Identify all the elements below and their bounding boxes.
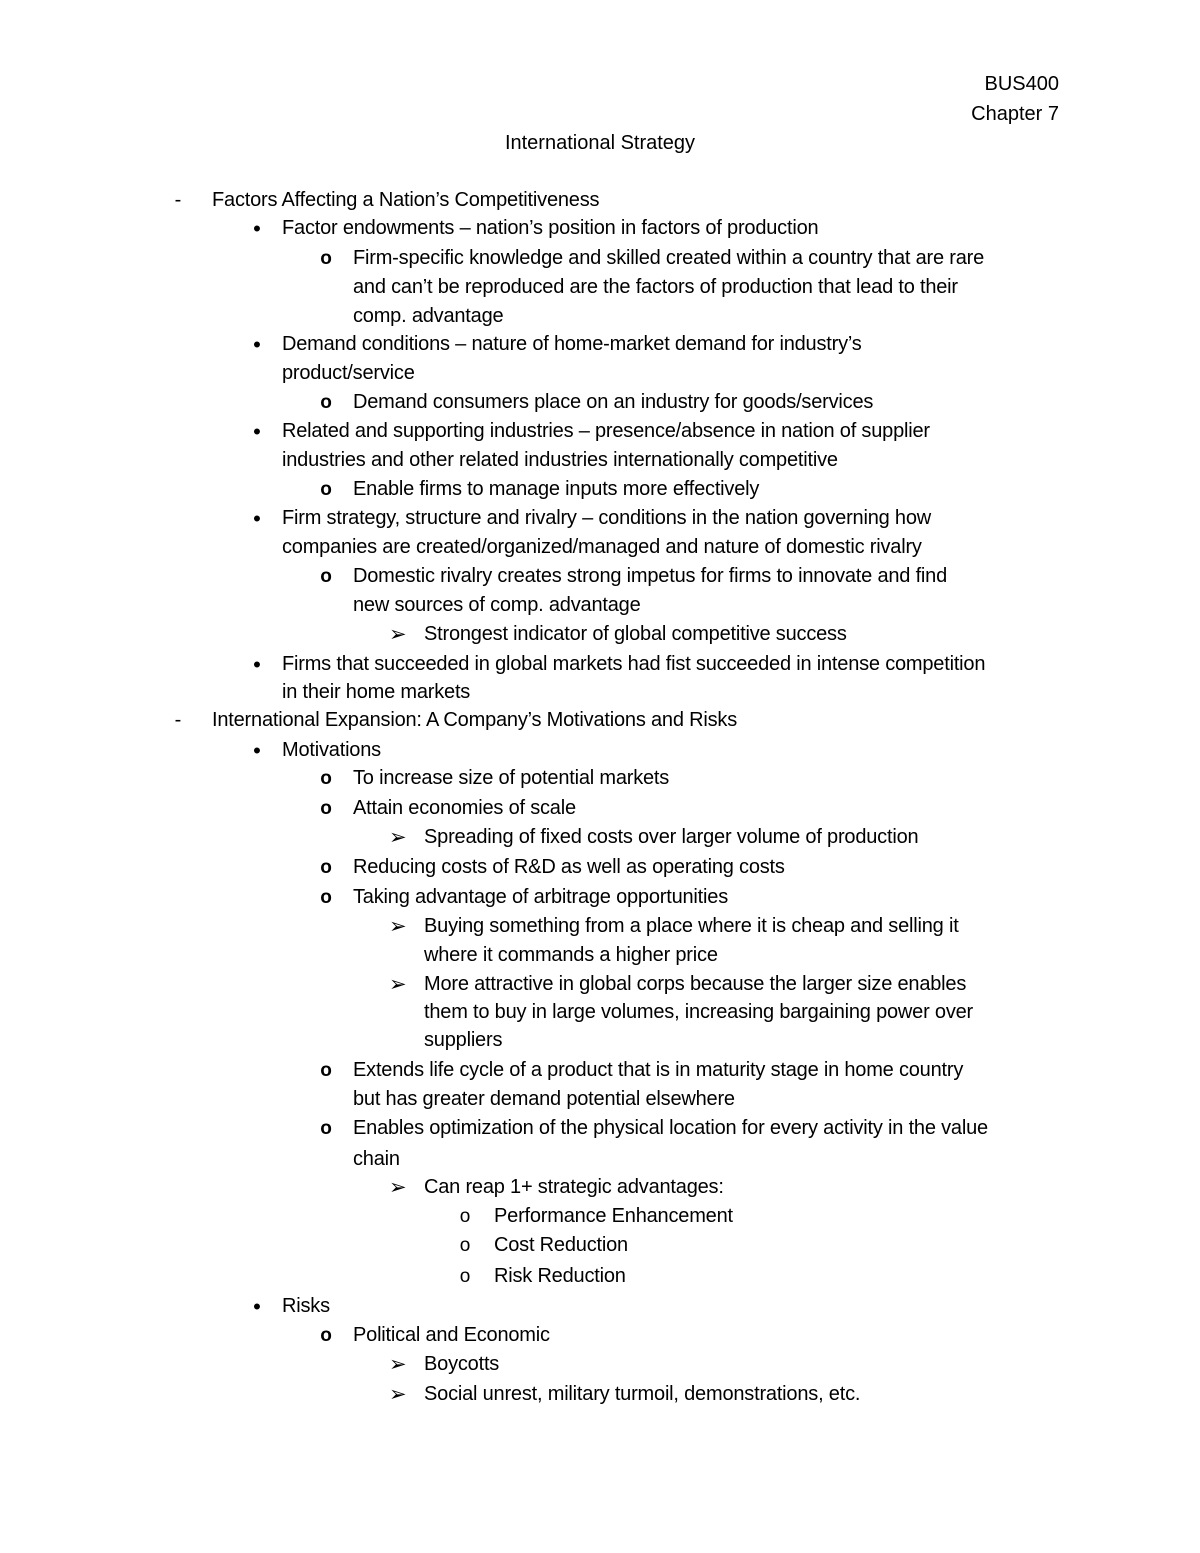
outline-item: Social unrest, military turmoil, demonstrations, etc. [424, 1383, 861, 1405]
disc-bullet-icon: • [253, 506, 261, 531]
outline-item: Political and Economic [353, 1324, 550, 1346]
outline-item: Factor endowments – nation’s position in factors of production [282, 217, 819, 239]
hollow-circle-bullet-icon: o [459, 1235, 471, 1256]
circle-bullet-icon: o [320, 857, 332, 878]
circle-bullet-icon: o [320, 479, 332, 500]
circle-bullet-icon: o [320, 1118, 332, 1139]
outline-item-cont: industries and other related industries internationally competitive [282, 449, 838, 471]
hollow-circle-bullet-icon: o [459, 1206, 471, 1227]
outline-item: Can reap 1+ strategic advantages: [424, 1176, 724, 1198]
arrowhead-bullet-icon: ➢ [389, 1353, 407, 1376]
outline-item-cont: suppliers [424, 1029, 503, 1051]
disc-bullet-icon: • [253, 216, 261, 241]
outline-item: Boycotts [424, 1353, 500, 1375]
outline-item: Enables optimization of the physical location for every activity in the value [353, 1117, 988, 1139]
course-code: BUS400 [984, 73, 1059, 95]
outline-item: Enable firms to manage inputs more effectively [353, 478, 760, 500]
outline-item: Domestic rivalry creates strong impetus for firms to innovate and find [353, 565, 948, 587]
circle-bullet-icon: o [320, 798, 332, 819]
outline-item: Cost Reduction [494, 1234, 628, 1256]
outline-item: Taking advantage of arbitrage opportunities [353, 886, 728, 908]
outline-item: More attractive in global corps because the larger size enables [424, 973, 967, 995]
arrowhead-bullet-icon: ➢ [389, 826, 407, 849]
disc-bullet-icon: • [253, 332, 261, 357]
outline-item: Demand consumers place on an industry for goods/services [353, 391, 874, 413]
arrowhead-bullet-icon: ➢ [389, 623, 407, 646]
disc-bullet-icon: • [253, 652, 261, 677]
circle-bullet-icon: o [320, 1325, 332, 1346]
outline-item: Motivations [282, 739, 381, 761]
outline-item: Risks [282, 1295, 330, 1317]
outline-item: Extends life cycle of a product that is in maturity stage in home country [353, 1059, 964, 1081]
arrowhead-bullet-icon: ➢ [389, 915, 407, 938]
outline-item: Firm strategy, structure and rivalry – conditions in the nation governing how [282, 507, 931, 529]
outline-item: Strongest indicator of global competitive success [424, 623, 847, 645]
outline-item-cont: product/service [282, 362, 415, 384]
outline-item: Buying something from a place where it is cheap and selling it [424, 915, 959, 937]
arrowhead-bullet-icon: ➢ [389, 1176, 407, 1199]
chapter-label: Chapter 7 [971, 103, 1059, 125]
outline-item: Firm-specific knowledge and skilled created within a country that are rare [353, 247, 985, 269]
outline-item: Firms that succeeded in global markets had fist succeeded in intense competition [282, 653, 986, 675]
disc-bullet-icon: • [253, 738, 261, 763]
disc-bullet-icon: • [253, 1294, 261, 1319]
circle-bullet-icon: o [320, 566, 332, 587]
circle-bullet-icon: o [320, 248, 332, 269]
outline-item: Risk Reduction [494, 1265, 626, 1287]
outline-heading: Factors Affecting a Nation’s Competitiveness [212, 189, 600, 211]
arrowhead-bullet-icon: ➢ [389, 1383, 407, 1406]
circle-bullet-icon: o [320, 392, 332, 413]
circle-bullet-icon: o [320, 887, 332, 908]
outline-item-cont: chain [353, 1148, 400, 1170]
outline-item-cont: them to buy in large volumes, increasing bargaining power over [424, 1001, 974, 1023]
outline-item-cont: companies are created/organized/managed and nature of domestic rivalry [282, 536, 922, 558]
dash-bullet-icon: - [174, 189, 182, 211]
arrowhead-bullet-icon: ➢ [389, 973, 407, 996]
outline-item: Attain economies of scale [353, 797, 576, 819]
outline-item: To increase size of potential markets [353, 767, 670, 789]
outline-item: Spreading of fixed costs over larger volume of production [424, 826, 919, 848]
outline-item: Related and supporting industries – presence/absence in nation of supplier [282, 420, 930, 442]
hollow-circle-bullet-icon: o [459, 1266, 471, 1287]
outline-item: Demand conditions – nature of home-market demand for industry’s [282, 333, 862, 355]
outline-item-cont: comp. advantage [353, 305, 504, 327]
dash-bullet-icon: - [174, 709, 182, 731]
outline-item-cont: and can’t be reproduced are the factors of production that lead to their [353, 276, 958, 298]
outline-item: Performance Enhancement [494, 1205, 733, 1227]
outline-item-cont: new sources of comp. advantage [353, 594, 641, 616]
page-title: International Strategy [504, 132, 696, 154]
disc-bullet-icon: • [253, 419, 261, 444]
outline-item-cont: but has greater demand potential elsewhere [353, 1088, 735, 1110]
outline-item-cont: where it commands a higher price [424, 944, 718, 966]
outline-item: Reducing costs of R&D as well as operating costs [353, 856, 785, 878]
circle-bullet-icon: o [320, 768, 332, 789]
circle-bullet-icon: o [320, 1060, 332, 1081]
outline-item-cont: in their home markets [282, 681, 471, 703]
outline-heading: International Expansion: A Company’s Motivations and Risks [212, 709, 737, 731]
